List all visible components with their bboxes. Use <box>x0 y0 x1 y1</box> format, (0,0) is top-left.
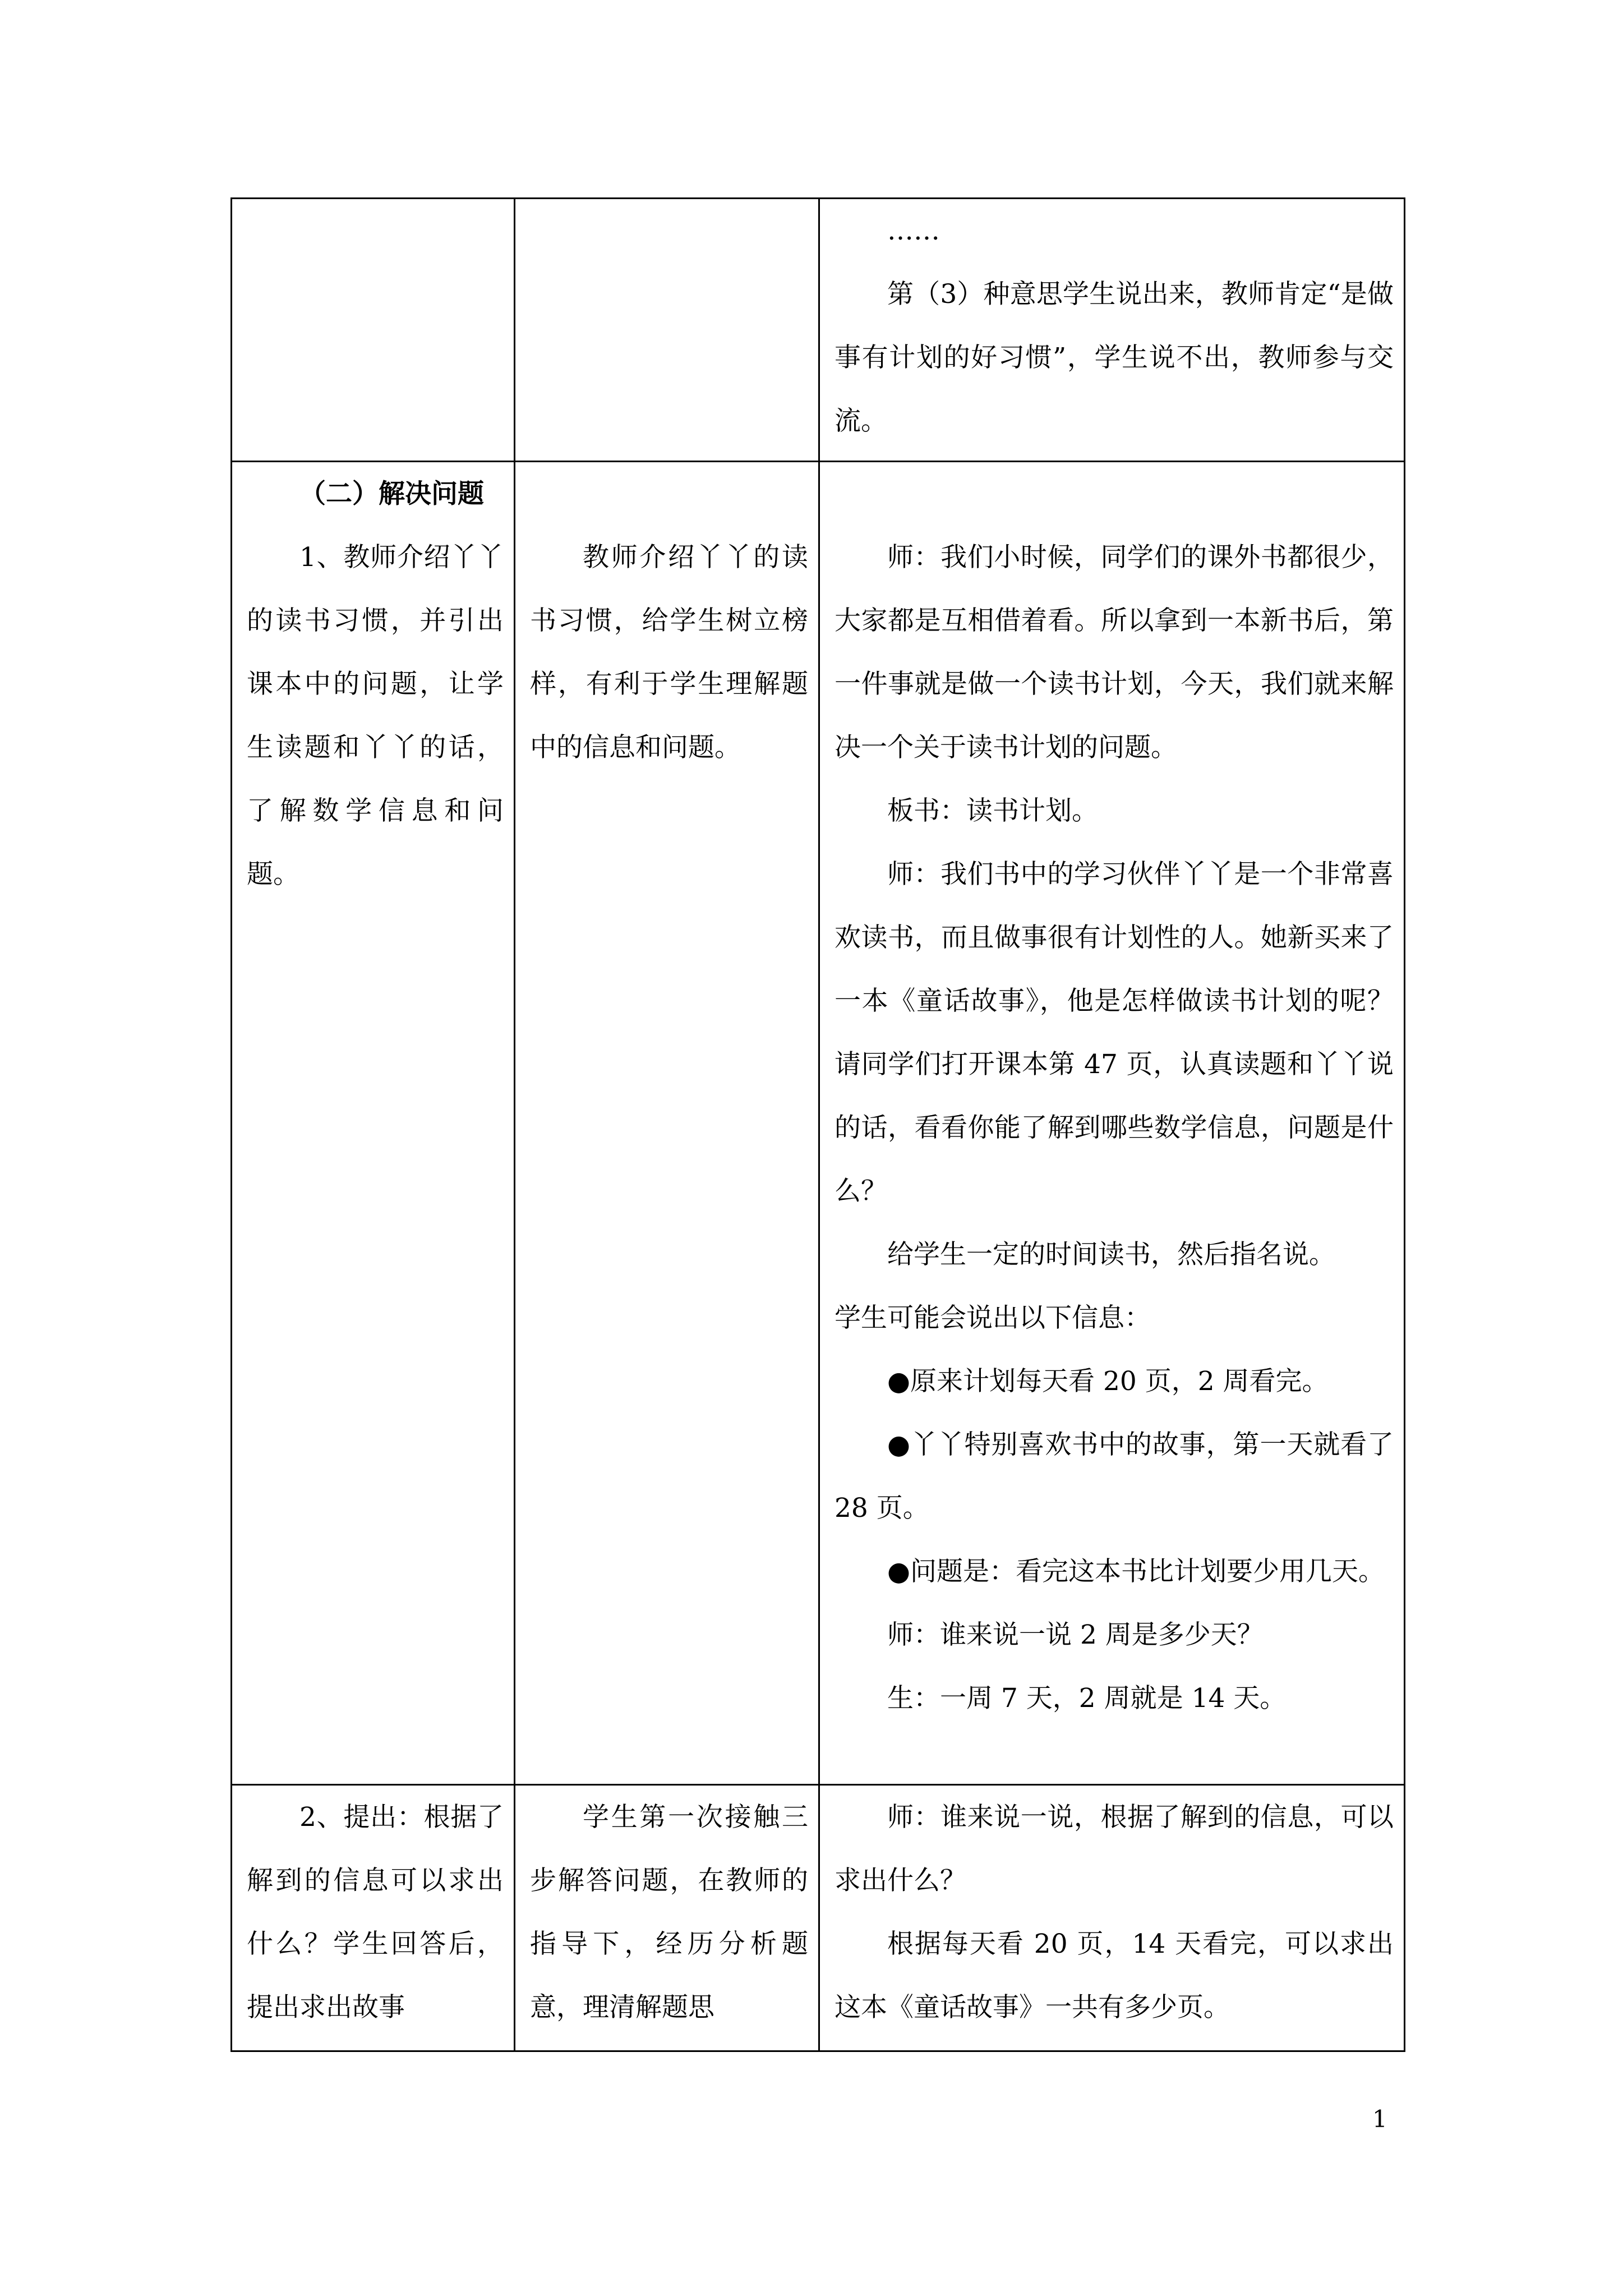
paragraph: 师：我们小时候，同学们的课外书都很少，大家都是互相借着看。所以拿到一本新书后，第一件事就是做一个读书计划，今天，我们就来解决一个关于读书计划的问题。 <box>834 542 1394 763</box>
paragraph: 根据每天看 20 页，14 天看完，可以求出这本《童话故事》一共有多少页。 <box>834 1929 1394 2023</box>
paragraph: ●原来计划每天看 20 页，2 周看完。 <box>887 1366 1329 1397</box>
section-heading: （二）解决问题 <box>299 478 484 509</box>
objective-cell <box>232 462 515 1785</box>
teaching-process-cell <box>819 1785 1405 2051</box>
paragraph: 教师介绍丫丫的读书习惯，给学生树立榜样，有利于学生理解题中的信息和问题。 <box>530 542 808 763</box>
paragraph: 师：谁来说一说，根据了解到的信息，可以求出什么？ <box>834 1802 1394 1896</box>
objective-cell <box>232 199 515 462</box>
paragraph: 板书：读书计划。 <box>887 795 1098 826</box>
design-intent-cell <box>515 1785 819 2051</box>
page-number: 1 <box>1372 2105 1387 2133</box>
paragraph: ●丫丫特别喜欢书中的故事，第一天就看了 28 页。 <box>834 1429 1394 1524</box>
objective-cell <box>232 1785 515 2051</box>
design-intent-cell <box>515 462 819 1785</box>
table-row <box>232 199 1405 462</box>
paragraph: 给学生一定的时间读书，然后指名说。 <box>887 1239 1335 1270</box>
paragraph: 1、教师介绍丫丫的读书习惯，并引出课本中的问题，让学生读题和丫丫的话，了解数学信息和问题。 <box>247 542 504 890</box>
paragraph: 师：我们书中的学习伙伴丫丫是一个非常喜欢读书，而且做事很有计划性的人。她新买来了一本《童话故事》，他是怎样做读书计划的呢？请同学们打开课本第 47 页，认真读题和丫丫说的话，看看你能了解到哪些数学信息，问题是什么？ <box>834 859 1394 1207</box>
paragraph: 第（3）种意思学生说出来，教师肯定“是做事有计划的好习惯”，学生说不出，教师参与交流。 <box>834 279 1394 436</box>
paragraph: 学生可能会说出以下信息： <box>834 1303 1151 1333</box>
paragraph: 师：谁来说一说 2 周是多少天？ <box>887 1619 1264 1650</box>
paragraph: 生：一周 7 天，2 周就是 14 天。 <box>887 1683 1287 1714</box>
table-row <box>232 1785 1405 2051</box>
teaching-process-cell <box>819 199 1405 462</box>
paragraph: 学生第一次接触三步解答问题，在教师的指导下，经历分析题意，理清解题思 <box>530 1802 808 2023</box>
design-intent-cell <box>515 199 819 462</box>
teaching-process-cell <box>819 462 1405 1785</box>
table-row <box>232 462 1405 1785</box>
lesson-plan-table <box>230 197 1405 2052</box>
paragraph: ●问题是：看完这本书比计划要少用几天。 <box>887 1556 1385 1587</box>
paragraph: 2、提出：根据了解到的信息可以求出什么？学生回答后，提出求出故事 <box>247 1802 504 2023</box>
paragraph: …… <box>887 215 940 246</box>
